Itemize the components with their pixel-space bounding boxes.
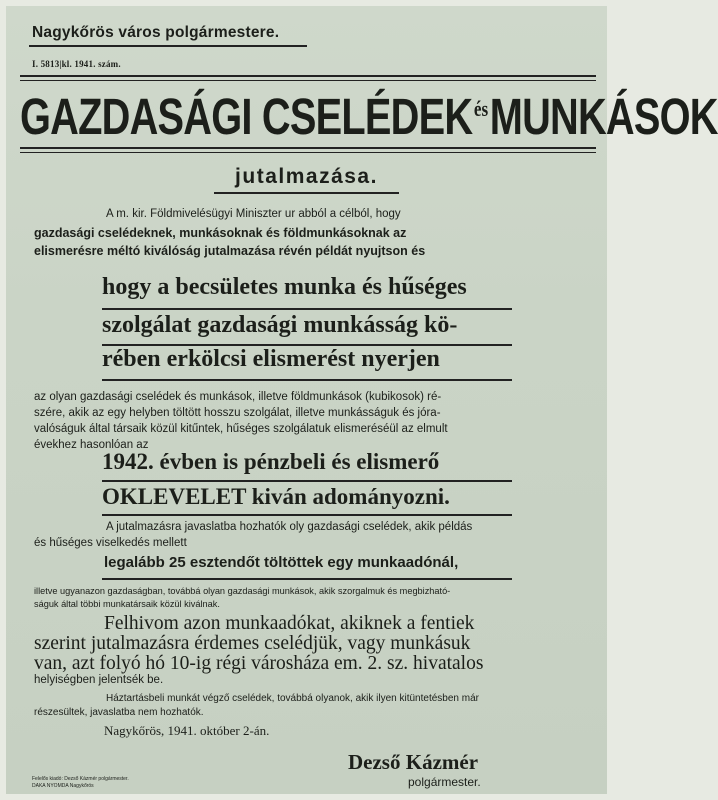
body-line-3: valóságuk által társaik közül kitűntek, hűséges szolgálatuk elismeréséül az elmult [34, 423, 448, 435]
printer-imprint [32, 776, 132, 790]
headline-part2: MUNKÁSOK [489, 88, 718, 145]
date-line: Nagykőrös, 1941. október 2-án. [104, 723, 270, 738]
note-line-1: Háztartásbeli munkát végző cselédek, továbbá olyanok, akik ilyen kitüntetésben már [106, 693, 479, 704]
emphasis-line-3: rében erkölcsi elismerést nyerjen [102, 346, 440, 372]
intro-line-3: elismerésre méltó kiválóság jutalmazása révén példát nyujtson és [34, 244, 426, 258]
intro-line-2: gazdasági cselédeknek, munkásoknak és földmunkásoknak az [34, 226, 407, 240]
reference-number: I. 5813|kl. 1941. szám. [32, 59, 121, 69]
subtitle: jutalmazása. [235, 165, 378, 188]
issuer-underline [29, 45, 307, 47]
award-rule-1 [102, 480, 512, 482]
award-rule-2 [102, 514, 512, 516]
issuer-heading: Nagykőrös város polgármestere. [32, 24, 280, 41]
call-line-2: szerint jutalmazásra érdemes cselédjük, vagy munkásuk [34, 633, 471, 654]
emphasis-rule-1 [102, 308, 512, 310]
eligibility-line-3: illetve ugyanazon gazdaságban, továbbá olyan gazdasági munkások, akik szorgalmuk és megbizható- [34, 586, 451, 596]
poster [6, 6, 718, 794]
body-line-4: évekhez hasonlóan az [34, 439, 149, 451]
body-line-1: az olyan gazdasági cselédek és munkások, illetve földmunkások (kubikosok) ré- [34, 391, 442, 403]
emphasis-line-2: szolgálat gazdasági munkásság kö- [102, 312, 458, 338]
printer-line-1: Felelős kiadó: Dezső Kázmér polgármester. [32, 776, 129, 782]
body-line-2: szére, akik az egy helyben töltött hosszu szolgálat, illetve munkásságuk és jóra- [34, 407, 441, 419]
headline-conjunction: és [473, 96, 489, 121]
signature-name: Dezső Kázmér [348, 750, 479, 774]
eligibility-rule [102, 578, 512, 580]
headline-bottom-rule [20, 147, 596, 153]
call-line-1: Felhivom azon munkaadókat, akiknek a fentiek [104, 613, 475, 634]
printer-line-2: DAKA NYOMDA Nagykőrös [32, 783, 94, 789]
award-line-2: OKLEVELET kiván adományozni. [102, 484, 450, 509]
emphasis-rule-3 [102, 379, 512, 381]
headline-part1: GAZDASÁGI CSELÉDEK [20, 88, 473, 145]
eligibility-highlight: legalább 25 esztendőt töltöttek egy munkaadónál, [104, 554, 459, 571]
eligibility-line-2: és hűséges viselkedés mellett [34, 537, 187, 549]
emphasis-line-1: hogy a becsületes munka és hűséges [102, 274, 467, 300]
headline [20, 80, 718, 145]
intro-line-1: A m. kir. Földmivelésügyi Miniszter ur abból a célból, hogy [106, 208, 401, 220]
award-line-1: 1942. évben is pénzbeli és elismerő [102, 449, 440, 474]
call-line-4: helyiségben jelentsék be. [34, 674, 164, 686]
eligibility-line-4: ságuk által többi munkatársaik közül kiválnak. [34, 599, 220, 609]
eligibility-line-1: A jutalmazásra javaslatba hozhatók oly gazdasági cselédek, akik példás [106, 521, 473, 533]
note-line-2: részesültek, javaslatba nem hozhatók. [34, 707, 204, 718]
call-line-3: van, azt folyó hó 10-ig régi városháza em. 2. sz. hivatalos [34, 653, 484, 674]
subtitle-underline [214, 192, 399, 194]
signature-role: polgármester. [408, 775, 481, 789]
